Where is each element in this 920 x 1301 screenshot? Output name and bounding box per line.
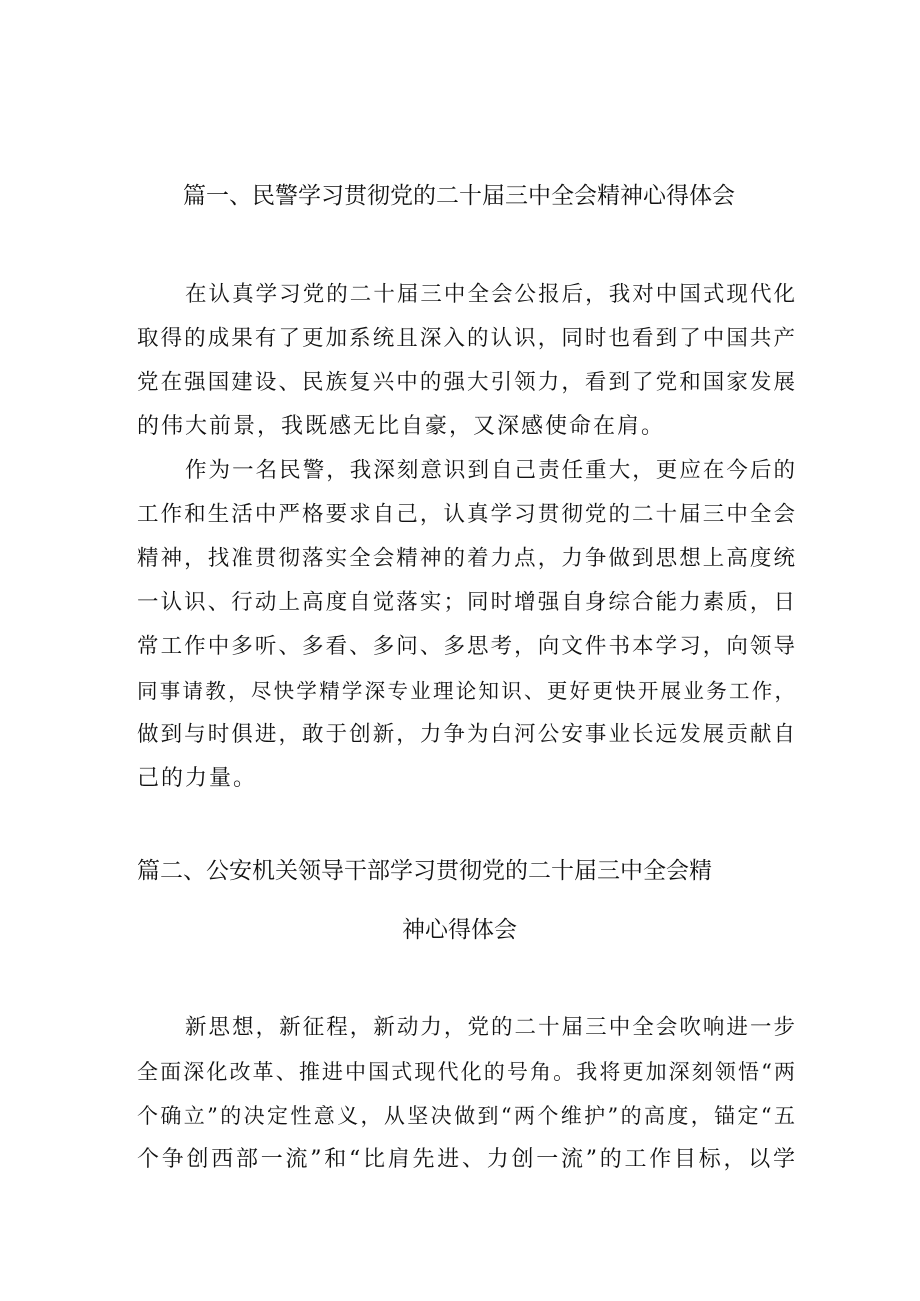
paragraph-line: 作为一名民警，我深刻意识到自己责任重大，更应在今后的 (185, 458, 797, 483)
paragraph-line: 常工作中多听、多看、多问、多思考，向文件书本学习，向领导 (137, 634, 797, 659)
paragraph-line: 全面深化改革、推进中国式现代化的号角。我将更加深刻领悟“两 (137, 1060, 797, 1084)
paragraph-line: 同事请教，尽快学精学深专业理论知识、更好更快开展业务工作， (137, 679, 797, 703)
paragraph-line: 精神，找准贯彻落实全会精神的着力点，力争做到思想上高度统 (137, 546, 797, 571)
paragraph-line: 做到与时俱进，敢于创新，力争为白河公安事业长远发展贡献自 (137, 722, 797, 747)
paragraph-line: 己的力量。 (137, 766, 258, 791)
paragraph-line: 个确立”的决定性意义，从坚决做到“两个维护”的高度，锚定“五 (137, 1104, 797, 1128)
section-1-title: 篇一、民警学习贯彻党的二十届三中全会精神心得体会 (183, 183, 735, 209)
section-2-title-line-1: 篇二、公安机关领导干部学习贯彻党的二十届三中全会精 (137, 858, 712, 884)
paragraph-line: 工作和生活中严格要求自己，认真学习贯彻党的二十届三中全会 (137, 502, 797, 527)
paragraph-line: 的伟大前景，我既感无比自豪，又深感使命在肩。 (137, 414, 666, 439)
paragraph-line: 一认识、行动上高度自觉落实；同时增强自身综合能力素质，日 (137, 590, 797, 615)
section-1-paragraph-1 (137, 273, 797, 449)
section-1-paragraph-2 (137, 449, 797, 801)
section-2-title-line-2: 神心得体会 (402, 917, 517, 943)
section-2-paragraph-1 (137, 1006, 797, 1182)
paragraph-line: 在认真学习党的二十届三中全会公报后，我对中国式现代化 (185, 282, 797, 307)
paragraph-line: 取得的成果有了更加系统且深入的认识，同时也看到了中国共产 (137, 326, 797, 351)
paragraph-line: 新思想，新征程，新动力，党的二十届三中全会吹响进一步 (185, 1015, 797, 1040)
paragraph-line: 个争创西部一流”和“比肩先进、力创一流”的工作目标，以学 (137, 1147, 797, 1172)
paragraph-line: 党在强国建设、民族复兴中的强大引领力，看到了党和国家发展 (137, 370, 797, 395)
